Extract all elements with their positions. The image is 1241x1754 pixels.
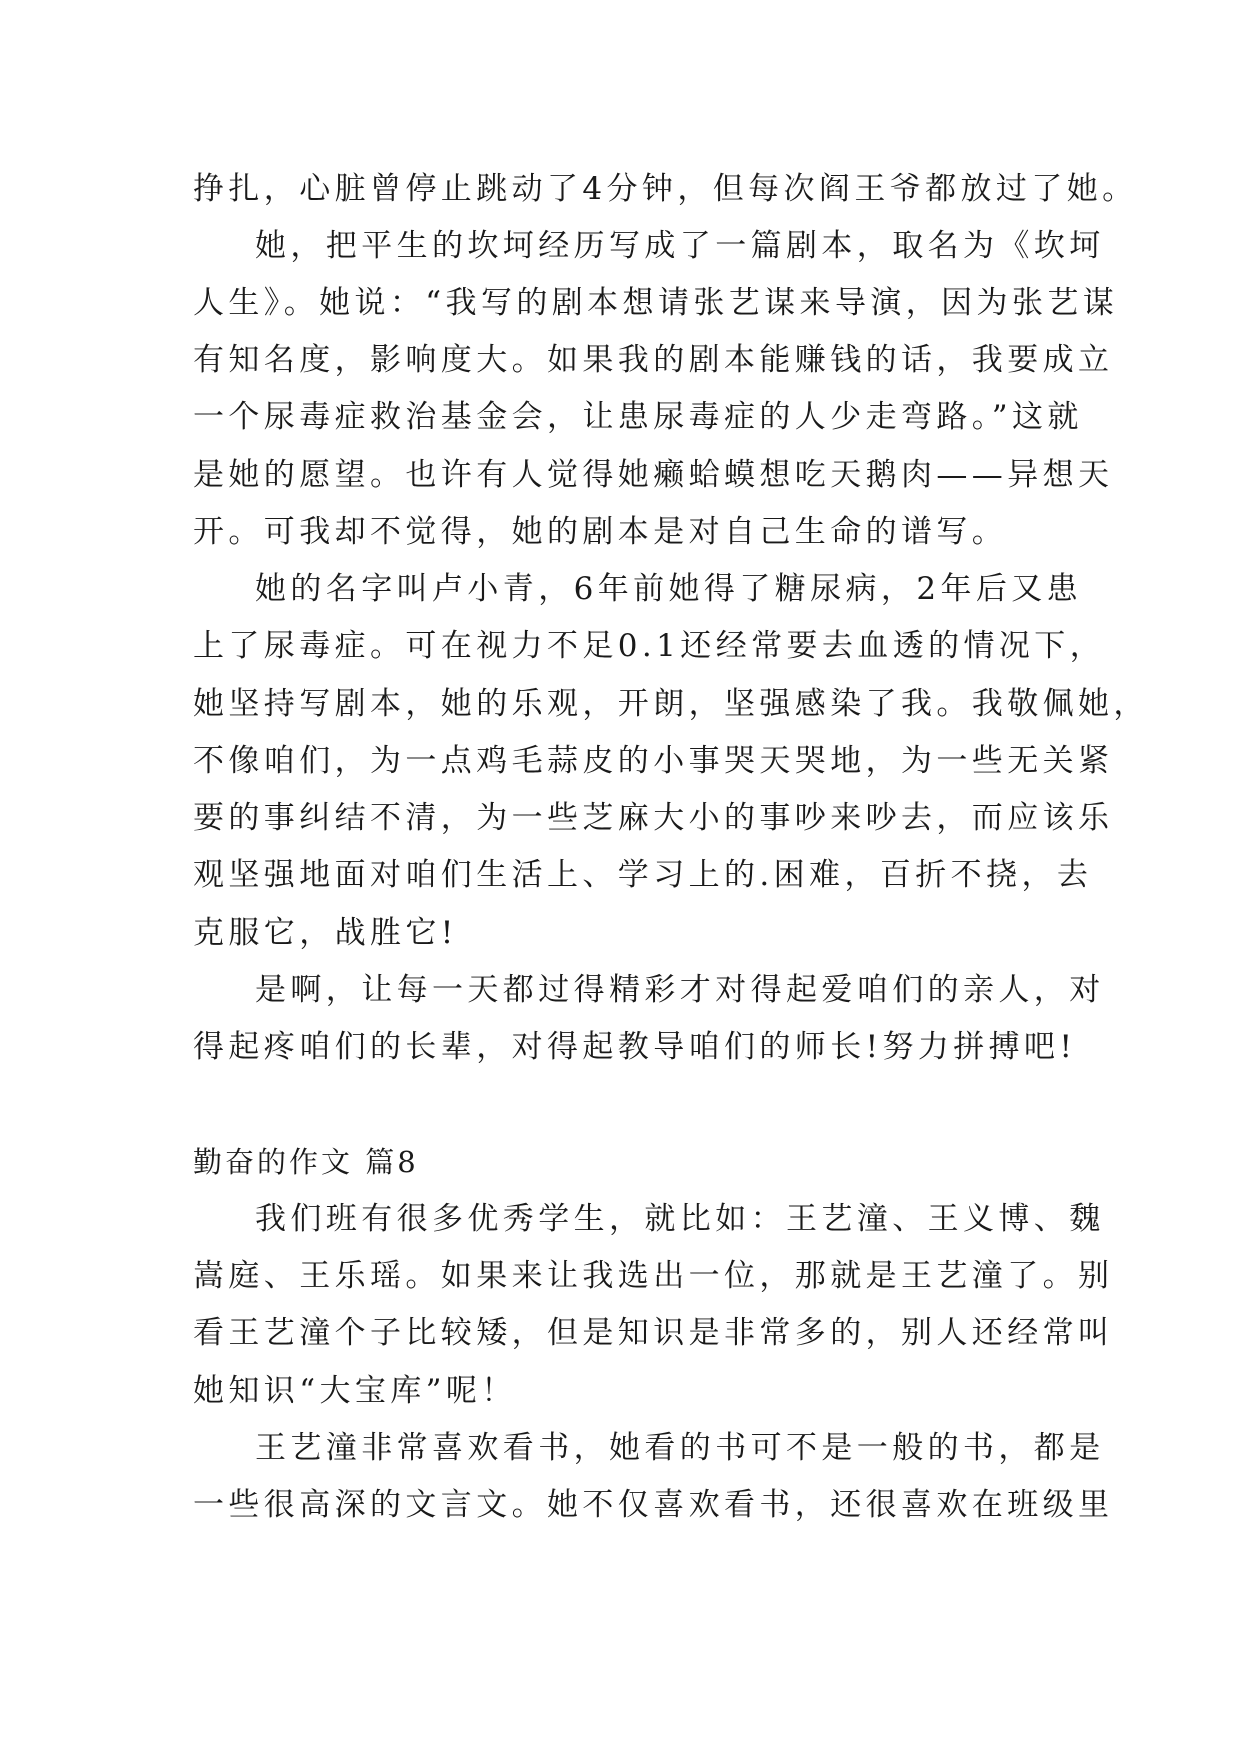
paragraph-6-line-1: 王艺潼非常喜欢看书，她看的书可不是一般的书，都是: [255, 1430, 1105, 1466]
paragraph-3-line-5: 要的事纠结不清，为一些芝麻大小的事吵来吵去，而应该乐: [193, 800, 1114, 836]
paragraph-5-line-3: 看王艺潼个子比较矮，但是知识是非常多的，别人还经常叫: [193, 1315, 1114, 1351]
paragraph-2-line-4: 一个尿毒症救治基金会，让患尿毒症的人少走弯路。”这就: [193, 399, 1083, 435]
paragraph-2-line-6: 开。可我却不觉得，她的剧本是对自己生命的谱写。: [193, 514, 1008, 550]
paragraph-3-line-4: 不像咱们，为一点鸡毛蒜皮的小事哭天哭地，为一些无关紧: [193, 743, 1114, 779]
paragraph-2-line-1: 她，把平生的坎坷经历写成了一篇剧本，取名为《坎坷: [255, 228, 1105, 264]
paragraph-2-line-5: 是她的愿望。也许有人觉得她癞蛤蟆想吃天鹅肉——异想天: [193, 457, 1114, 493]
paragraph-5-line-1: 我们班有很多优秀学生，就比如：王艺潼、王义博、魏: [255, 1201, 1105, 1237]
paragraph-4-line-1: 是啊，让每一天都过得精彩才对得起爱咱们的亲人，对: [255, 972, 1105, 1008]
paragraph-3-line-1: 她的名字叫卢小青，6年前她得了糖尿病，2年后又患: [255, 571, 1083, 607]
section-heading: 勤奋的作文 篇8: [193, 1145, 419, 1179]
paragraph-5-line-2: 嵩庭、王乐瑶。如果来让我选出一位，那就是王艺潼了。别: [193, 1258, 1114, 1294]
paragraph-3-line-3: 她坚持写剧本，她的乐观，开朗，坚强感染了我。我敬佩她，: [193, 686, 1149, 722]
paragraph-3-line-2: 上了尿毒症。可在视力不足0.1还经常要去血透的情况下，: [193, 628, 1106, 664]
paragraph-2-line-3: 有知名度，影响度大。如果我的剧本能赚钱的话，我要成立: [193, 342, 1114, 378]
paragraph-6-line-2: 一些很高深的文言文。她不仅喜欢看书，还很喜欢在班级里: [193, 1487, 1114, 1523]
paragraph-3-line-6: 观坚强地面对咱们生活上、学习上的.困难，百折不挠，去: [193, 857, 1093, 893]
paragraph-5-line-4: 她知识“大宝库”呢！: [193, 1373, 517, 1409]
paragraph-2-line-2: 人生》。她说：“我写的剧本想请张艺谋来导演，因为张艺谋: [193, 285, 1119, 321]
paragraph-3-line-7: 克服它，战胜它!: [193, 915, 458, 951]
paragraph-4-line-2: 得起疼咱们的长辈，对得起教导咱们的师长!努力拼搏吧!: [193, 1029, 1077, 1065]
paragraph-1-line-1: 挣扎，心脏曾停止跳动了4分钟，但每次阎王爷都放过了她。: [193, 171, 1138, 207]
